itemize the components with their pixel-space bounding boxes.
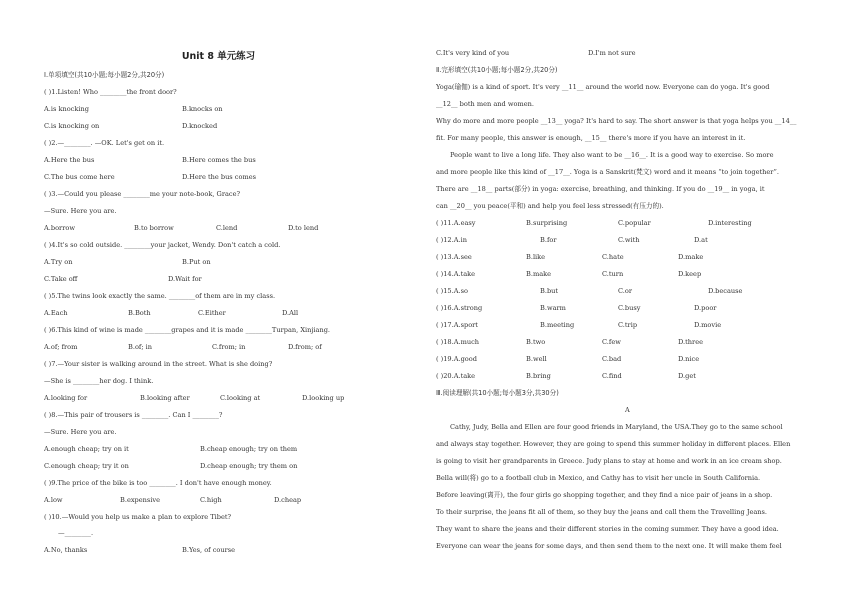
q12-option-c: C.with bbox=[618, 236, 640, 244]
q9-option-b: B.expensive bbox=[120, 496, 161, 504]
cloze-line-7: There are __18__ parts(部分) in yoga: exercise, breathing, and thinking. If you do __19__ in yoga, it bbox=[436, 185, 765, 193]
cloze-line-5: People want to live a long life. They also want to be __16__. It is a good way to exercise. So more bbox=[450, 151, 774, 159]
q17-option-b: B.meeting bbox=[540, 321, 575, 329]
left-column bbox=[44, 0, 394, 608]
q13-option-c: C.hate bbox=[602, 253, 624, 261]
q3-option-d: D.to lend bbox=[288, 224, 319, 232]
cloze-line-3: Why do more and more people __13__ yoga? It's hard to say. The short answer is that yoga helps you __14__ bbox=[436, 117, 797, 125]
q1-option-c: C.is knocking on bbox=[44, 122, 100, 130]
q4-option-a: A.Try on bbox=[44, 258, 73, 266]
question-3-reply: —Sure. Here you are. bbox=[44, 207, 117, 215]
q6-option-d: D.from; of bbox=[288, 343, 322, 351]
q13-option-d: D.make bbox=[678, 253, 704, 261]
question-2: ( )2.—________. —OK. Let's get on it. bbox=[44, 139, 165, 147]
q11-option-d: D.interesting bbox=[708, 219, 752, 227]
q5-option-c: C.Either bbox=[198, 309, 226, 317]
q16-option-a: ( )16.A.strong bbox=[436, 304, 483, 312]
question-9: ( )9.The price of the bike is too ________. I don't have enough money. bbox=[44, 479, 272, 487]
q12-option-a: ( )12.A.in bbox=[436, 236, 467, 244]
q13-option-a: ( )13.A.see bbox=[436, 253, 472, 261]
q20-option-d: D.get bbox=[678, 372, 696, 380]
q15-option-a: ( )15.A.so bbox=[436, 287, 468, 295]
q12-option-b: B.for bbox=[540, 236, 557, 244]
q1-option-b: B.knocks on bbox=[182, 105, 223, 113]
question-4: ( )4.It's so cold outside. ________your jacket, Wendy. Don't catch a cold. bbox=[44, 241, 281, 249]
q16-option-d: D.poor bbox=[694, 304, 717, 312]
question-5: ( )5.The twins look exactly the same. ________of them are in my class. bbox=[44, 292, 276, 300]
q19-option-d: D.nice bbox=[678, 355, 700, 363]
question-1: ( )1.Listen! Who ________the front door? bbox=[44, 88, 177, 96]
q14-option-b: B.make bbox=[526, 270, 552, 278]
q10-option-a: A.No, thanks bbox=[44, 546, 88, 554]
q19-option-b: B.well bbox=[526, 355, 547, 363]
q2-option-c: C.The bus come here bbox=[44, 173, 115, 181]
q15-option-d: D.because bbox=[708, 287, 743, 295]
q14-option-c: C.turn bbox=[602, 270, 624, 278]
q14-option-d: D.keep bbox=[678, 270, 702, 278]
question-7: ( )7.—Your sister is walking around in the street. What is she doing? bbox=[44, 360, 273, 368]
cloze-line-6: and more people like this kind of __17__. Yoga is a Sanskrit(梵文) word and it means “to join together”. bbox=[436, 168, 779, 176]
q5-option-d: D.All bbox=[282, 309, 299, 317]
section-1-heading: Ⅰ.单项填空(共10小题;每小题2分,共20分) bbox=[44, 71, 165, 79]
q1-option-a: A.is knocking bbox=[44, 105, 89, 113]
q18-option-a: ( )18.A.much bbox=[436, 338, 480, 346]
q10-option-c: C.It's very kind of you bbox=[436, 49, 510, 57]
reading-line-8: Everyone can wear the jeans for some days, and then send them to the next one. It will make them feel bbox=[436, 542, 782, 550]
section-3-heading: Ⅲ.阅读理解(共10小题;每小题3分,共30分) bbox=[436, 389, 559, 397]
q16-option-b: B.warm bbox=[540, 304, 566, 312]
q8-option-b: B.cheap enough; try on them bbox=[200, 445, 298, 453]
reading-line-7: They want to share the jeans and their different stories in the coming summer. They have a good idea. bbox=[436, 525, 779, 533]
q11-option-a: ( )11.A.easy bbox=[436, 219, 476, 227]
question-7-reply: —She is ________her dog. I think. bbox=[44, 377, 154, 385]
q9-option-d: D.cheap bbox=[274, 496, 302, 504]
cloze-line-4: fit. For many people, this answer is enough, __15__ there's more if you have an interest in it. bbox=[436, 134, 746, 142]
q6-option-b: B.of; in bbox=[128, 343, 153, 351]
q18-option-c: C.few bbox=[602, 338, 621, 346]
reading-line-1: Cathy, Judy, Bella and Ellen are four good friends in Maryland, the USA.They go to the same school bbox=[450, 423, 783, 431]
reading-line-2: and always stay together. However, they are going to spend this summer holiday in different places. Ellen bbox=[436, 440, 791, 448]
q19-option-c: C.bad bbox=[602, 355, 622, 363]
question-10: ( )10.—Would you help us make a plan to explore Tibet? bbox=[44, 513, 232, 521]
q11-option-b: B.surprising bbox=[526, 219, 568, 227]
q5-option-a: A.Each bbox=[44, 309, 68, 317]
q16-option-c: C.busy bbox=[618, 304, 641, 312]
q8-option-c: C.enough cheap; try it on bbox=[44, 462, 129, 470]
q11-option-c: C.popular bbox=[618, 219, 651, 227]
page-title: Unit 8 单元练习 bbox=[181, 51, 256, 62]
cloze-line-8: can __20__ you peace(平和) and help you feel less stressed(有压力的). bbox=[436, 202, 664, 210]
q14-option-a: ( )14.A.take bbox=[436, 270, 476, 278]
question-8-reply: —Sure. Here you are. bbox=[44, 428, 117, 436]
q2-option-b: B.Here comes the bus bbox=[182, 156, 256, 164]
q3-option-a: A.borrow bbox=[44, 224, 75, 232]
question-8: ( )8.—This pair of trousers is ________. Can I ________? bbox=[44, 411, 223, 419]
question-6: ( )6.This kind of wine is made ________grapes and it is made ________Turpan, Xinjiang. bbox=[44, 326, 331, 334]
q10-option-b: B.Yes, of course bbox=[182, 546, 236, 554]
q4-option-b: B.Put on bbox=[182, 258, 211, 266]
q3-option-c: C.lend bbox=[216, 224, 238, 232]
q4-option-d: D.Wait for bbox=[168, 275, 202, 283]
reading-line-5: Before leaving(离开), the four girls go shopping together, and they find a nice pair of jeans in a shop. bbox=[436, 491, 773, 499]
q15-option-b: B.but bbox=[540, 287, 559, 295]
q20-option-c: C.find bbox=[602, 372, 622, 380]
reading-line-4: Bella will(将) go to a football club in Mexico, and Cathy has to visit her uncle in South California. bbox=[436, 474, 761, 482]
q2-option-d: D.Here the bus comes bbox=[182, 173, 256, 181]
q7-option-a: A.looking for bbox=[44, 394, 88, 402]
q20-option-b: B.bring bbox=[526, 372, 551, 380]
q20-option-a: ( )20.A.take bbox=[436, 372, 476, 380]
passage-label: A bbox=[625, 406, 630, 414]
question-10-reply: —________. bbox=[58, 529, 94, 537]
cloze-line-2: __12__ both men and women. bbox=[436, 100, 534, 108]
right-column bbox=[436, 0, 820, 608]
cloze-line-1: Yoga(瑜伽) is a kind of sport. It's very __11__ around the world now. Everyone can do yoga. It's good bbox=[436, 83, 770, 91]
reading-line-3: is going to visit her grandparents in Greece. Judy plans to stay at home and work in an ice cream shop. bbox=[436, 457, 782, 465]
q18-option-d: D.three bbox=[678, 338, 703, 346]
q4-option-c: C.Take off bbox=[44, 275, 78, 283]
q12-option-d: D.at bbox=[694, 236, 708, 244]
q7-option-b: B.looking after bbox=[140, 394, 190, 402]
reading-line-6: To their surprise, the jeans fit all of them, so they buy the jeans and call them the Travelling Jeans. bbox=[436, 508, 768, 516]
q17-option-c: C.trip bbox=[618, 321, 638, 329]
q3-option-b: B.to borrow bbox=[134, 224, 174, 232]
q9-option-a: A.low bbox=[44, 496, 63, 504]
q17-option-d: D.movie bbox=[694, 321, 722, 329]
q8-option-a: A.enough cheap; try on it bbox=[44, 445, 129, 453]
q18-option-b: B.two bbox=[526, 338, 546, 346]
q1-option-d: D.knocked bbox=[182, 122, 218, 130]
q2-option-a: A.Here the bus bbox=[44, 156, 95, 164]
section-2-heading: Ⅱ.完形填空(共10小题;每小题2分,共20分) bbox=[436, 66, 558, 74]
q6-option-a: A.of; from bbox=[44, 343, 78, 351]
q7-option-c: C.looking at bbox=[220, 394, 261, 402]
q7-option-d: D.looking up bbox=[302, 394, 345, 402]
question-3: ( )3.—Could you please ________me your note-book, Grace? bbox=[44, 190, 241, 198]
q19-option-a: ( )19.A.good bbox=[436, 355, 477, 363]
q15-option-c: C.or bbox=[618, 287, 633, 295]
q17-option-a: ( )17.A.sport bbox=[436, 321, 478, 329]
q10-option-d: D.I'm not sure bbox=[588, 49, 636, 57]
q13-option-b: B.like bbox=[526, 253, 546, 261]
q6-option-c: C.from; in bbox=[212, 343, 246, 351]
q5-option-b: B.Both bbox=[128, 309, 151, 317]
q8-option-d: D.cheap enough; try them on bbox=[200, 462, 298, 470]
q9-option-c: C.high bbox=[200, 496, 222, 504]
